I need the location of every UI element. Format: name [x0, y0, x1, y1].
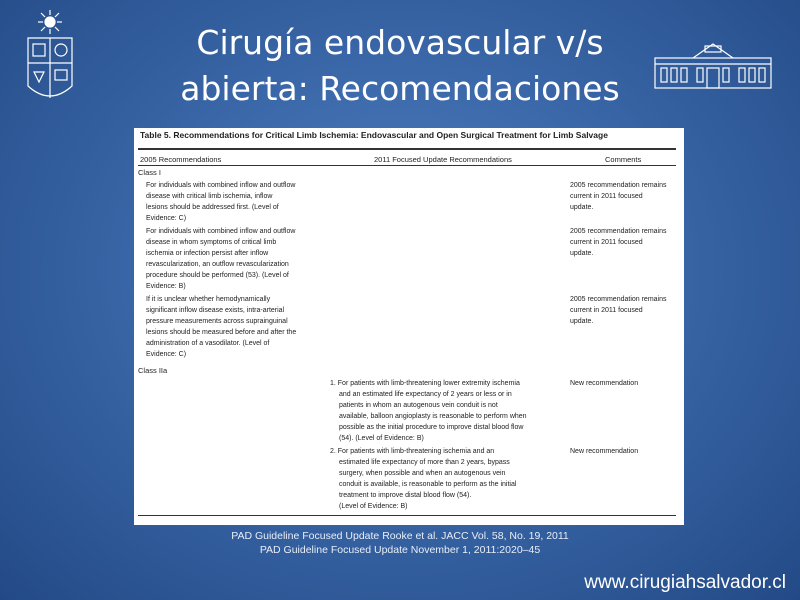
class-i-label: Class I — [138, 168, 161, 177]
website-url: www.cirugiahsalvador.cl — [584, 572, 786, 593]
citation-footer — [150, 529, 650, 557]
class-i-row-3-comment: 2005 recommendation remains current in 2011 focused update. — [570, 296, 667, 325]
slide-title-line-2: abierta: Recomendaciones — [180, 69, 620, 108]
table-bottom-rule — [138, 515, 676, 516]
table-top-rule — [138, 148, 676, 150]
table-caption: Table 5. Recommendations for Critical Limb Ischemia: Endovascular and Open Surgical Treatment for Limb Salvage — [140, 130, 608, 140]
class-i-row-2-comment: 2005 recommendation remains current in 2011 focused update. — [570, 228, 667, 257]
slide-title-line-1: Cirugía endovascular v/s — [196, 23, 604, 62]
header-2005-recommendations: 2005 Recommendations — [140, 155, 222, 164]
class-i-row-3-recommendation: If it is unclear whether hemodynamically significant inflow disease exists, intra-arterial pressure measurements across suprainguinal lesions should be measured before and after the administration of a vasodilator. (Level of Evidence: C) — [146, 296, 297, 358]
class-iia-row-1-comment: New recommendation — [570, 380, 639, 387]
class-i-row-2-recommendation: For individuals with combined inflow and outflow disease in whom symptoms of critical limb ischemia or infection persist after inflow revascularization, an outflow revascularization procedure should be performed (53). (Level of Evidence: B) — [146, 228, 296, 290]
university-crest-logo — [20, 8, 80, 110]
header-2011-recommendations: 2011 Focused Update Recommendations — [374, 155, 512, 164]
recommendations-table — [134, 128, 684, 525]
header-comments: Comments — [605, 155, 642, 164]
header-rule — [138, 165, 676, 166]
class-i-row-1-recommendation: For individuals with combined inflow and outflow disease with critical limb ischemia, inflow lesions should be addressed first. (Level of Evidence: C) — [146, 182, 296, 222]
citation-line-1: PAD Guideline Focused Update Rooke et al. JACC Vol. 58, No. 19, 2011 — [231, 530, 569, 542]
class-iia-label: Class IIa — [138, 366, 168, 375]
class-iia-row-2-comment: New recommendation — [570, 448, 639, 455]
citation-line-2: PAD Guideline Focused Update November 1, 2011:2020–45 — [259, 544, 541, 556]
slide-title — [120, 20, 680, 112]
class-iia-row-1-recommendation: 1. For patients with limb-threatening lower extremity ischemia and an estimated life expectancy of 2 years or less or in patients in whom an autogenous vein conduit is not available, balloon angioplasty is reasonable to perform when possible as the initial procedure to improve distal blood flow (54). (Level of Evidence: B) — [330, 380, 527, 442]
class-i-row-1-comment: 2005 recommendation remains current in 2011 focused update. — [570, 182, 667, 211]
hospital-building-logo — [653, 40, 773, 90]
class-iia-row-2-recommendation: 2. For patients with limb-threatening ischemia and an estimated life expectancy of more than 2 years, bypass surgery, when possible and when an autogenous vein conduit is available, is reasonable to perform as the initial treatment to improve distal blood flow (54). (Level of Evidence: B) — [330, 448, 517, 510]
